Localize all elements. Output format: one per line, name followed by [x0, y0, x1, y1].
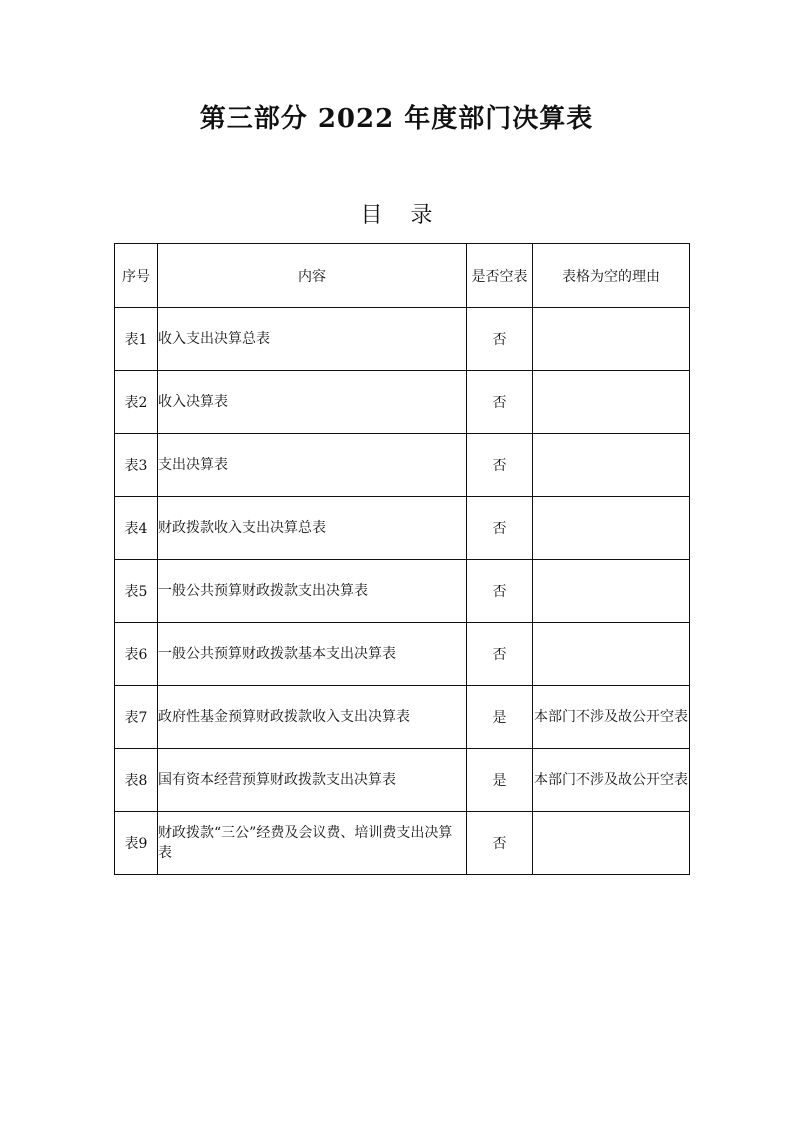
header-reason: 表格为空的理由 — [533, 244, 690, 308]
row-is-empty: 是 — [467, 686, 533, 749]
row-reason — [533, 434, 690, 497]
row-seq: 表5 — [115, 560, 158, 623]
table-row — [115, 812, 690, 875]
row-is-empty: 否 — [467, 812, 533, 875]
row-reason — [533, 812, 690, 875]
table-row — [115, 308, 690, 371]
row-is-empty: 否 — [467, 560, 533, 623]
row-seq: 表6 — [115, 623, 158, 686]
row-seq: 表8 — [115, 749, 158, 812]
row-content: 一般公共预算财政拨款支出决算表 — [158, 560, 467, 623]
row-seq: 表9 — [115, 812, 158, 875]
row-reason — [533, 560, 690, 623]
row-reason: 本部门不涉及故公开空表 — [533, 686, 690, 749]
table-row — [115, 434, 690, 497]
row-content: 收入支出决算总表 — [158, 308, 467, 371]
row-seq: 表4 — [115, 497, 158, 560]
table-row — [115, 749, 690, 812]
row-reason — [533, 308, 690, 371]
row-content: 国有资本经营预算财政拨款支出决算表 — [158, 749, 467, 812]
table-row — [115, 686, 690, 749]
row-seq: 表1 — [115, 308, 158, 371]
row-seq: 表2 — [115, 371, 158, 434]
table-row — [115, 560, 690, 623]
page-title: 第三部分 2022 年度部门决算表 — [199, 104, 594, 134]
toc-table — [114, 243, 690, 875]
table-row — [115, 371, 690, 434]
row-reason — [533, 623, 690, 686]
row-content: 收入决算表 — [158, 371, 467, 434]
row-content: 政府性基金预算财政拨款收入支出决算表 — [158, 686, 467, 749]
row-reason: 本部门不涉及故公开空表 — [533, 749, 690, 812]
header-is-empty: 是否空表 — [467, 244, 533, 308]
row-reason — [533, 497, 690, 560]
row-seq: 表3 — [115, 434, 158, 497]
row-reason — [533, 371, 690, 434]
row-is-empty: 否 — [467, 434, 533, 497]
toc-title: 目录 — [360, 203, 461, 228]
row-is-empty: 否 — [467, 623, 533, 686]
row-content: 财政拨款“三公”经费及会议费、培训费支出决算表 — [158, 812, 467, 875]
row-content: 财政拨款收入支出决算总表 — [158, 497, 467, 560]
row-seq: 表7 — [115, 686, 158, 749]
table-row — [115, 497, 690, 560]
row-content: 一般公共预算财政拨款基本支出决算表 — [158, 623, 467, 686]
table-header-row — [115, 244, 690, 308]
row-is-empty: 是 — [467, 749, 533, 812]
table-row — [115, 623, 690, 686]
header-content: 内容 — [158, 244, 467, 308]
header-seq: 序号 — [115, 244, 158, 308]
row-content: 支出决算表 — [158, 434, 467, 497]
row-is-empty: 否 — [467, 308, 533, 371]
row-is-empty: 否 — [467, 497, 533, 560]
row-is-empty: 否 — [467, 371, 533, 434]
